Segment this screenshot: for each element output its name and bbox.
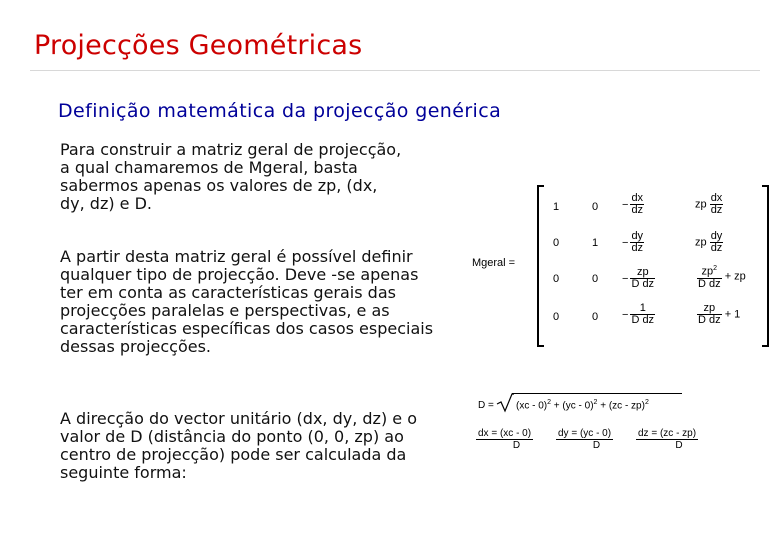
matrix-cell-r3c4 — [697, 263, 746, 290]
fraction-denominator: D dz — [631, 314, 655, 326]
fraction-1-Ddz — [630, 303, 655, 326]
exponent-2: 2 — [713, 265, 718, 272]
sqrt-overbar — [512, 393, 682, 394]
minus-sign: − — [622, 198, 629, 211]
fraction-denominator: D dz — [631, 278, 655, 290]
fraction-numerator: dx — [710, 192, 723, 204]
matrix-left-bracket — [537, 185, 544, 347]
fraction-denominator: dz — [631, 204, 644, 216]
exponent-2: 2 — [547, 399, 552, 406]
mgeral-matrix — [537, 185, 769, 345]
zp-term: zp — [695, 236, 707, 249]
fraction-numerator: dy — [631, 230, 644, 242]
fraction-zp2-Ddz — [697, 263, 722, 290]
title-divider — [30, 70, 760, 71]
matrix-cell-r2c1: 0 — [553, 237, 560, 249]
matrix-cell-r4c4 — [697, 303, 740, 326]
fraction-zp-Ddz — [630, 267, 655, 290]
dx-numerator: dx = (xc - 0) — [478, 428, 532, 439]
matrix-cell-r2c4 — [695, 231, 723, 254]
distance-and-direction-formulas — [470, 392, 730, 462]
paragraph-vector-direction: A direcção do vector unitário (dx, dy, dz) e o valor de D (distância do ponto (0, 0, zp) ao centro de projecção) pode ser calculada da seguinte forma: — [60, 409, 417, 482]
matrix-cell-r3c3 — [622, 267, 655, 290]
fraction-numerator — [697, 263, 722, 279]
matrix-cell-r1c3 — [622, 193, 644, 216]
formula-dy — [556, 428, 613, 451]
matrix-cell-r1c4 — [695, 193, 723, 216]
matrix-cell-r3c2: 0 — [592, 273, 599, 285]
fraction-dy-dz — [710, 231, 724, 254]
matrix-cell-r1c2: 0 — [592, 201, 599, 213]
formula-dz — [636, 428, 698, 451]
fraction-numerator: zp — [697, 303, 722, 315]
fraction-denominator: dz — [710, 204, 723, 216]
fraction-numerator: zp — [630, 267, 655, 279]
sqrt-icon — [496, 392, 514, 414]
plus-one-term: + 1 — [724, 308, 741, 321]
radicand-y-term: + (yc - 0) — [551, 400, 594, 412]
dy-denominator: D — [592, 440, 601, 451]
slide-title: Projecções Geométricas — [34, 30, 363, 61]
matrix-cell-r4c1: 0 — [553, 311, 560, 323]
minus-sign: − — [622, 308, 629, 321]
radicand-x-term: (xc - 0) — [516, 400, 548, 412]
zp-term: zp — [695, 198, 707, 211]
dz-numerator: dz = (zc - zp) — [638, 428, 697, 439]
fraction-dx-dz — [630, 193, 644, 216]
minus-sign: − — [622, 272, 629, 285]
minus-sign: − — [622, 236, 629, 249]
exponent-2: 2 — [593, 399, 598, 406]
radicand-z-term: + (zc - zp) — [597, 400, 645, 412]
fraction-dx-dz — [710, 193, 724, 216]
dy-numerator: dy = (yc - 0) — [558, 428, 612, 439]
matrix-cell-r3c1: 0 — [553, 273, 560, 285]
fraction-numerator: dy — [710, 230, 723, 242]
exponent-2: 2 — [644, 399, 649, 406]
dz-denominator: D — [675, 440, 683, 451]
matrix-cell-r1c1: 1 — [553, 201, 560, 213]
dx-denominator: D — [512, 440, 521, 451]
matrix-cell-r4c2: 0 — [592, 311, 599, 323]
fraction-denominator: dz — [631, 242, 644, 254]
paragraph-matrix-intro: Para construir a matriz geral de projecção, a qual chamaremos de Mgeral, basta sabermos apenas os valores de zp, (dx, dy, dz) e D. — [60, 140, 402, 213]
section-subtitle: Definição matemática da projecção genérica — [58, 100, 502, 122]
matrix-cell-r2c2: 1 — [592, 237, 599, 249]
fraction-denominator: D dz — [698, 314, 721, 326]
matrix-cell-r2c3 — [622, 231, 644, 254]
fraction-denominator: dz — [710, 242, 723, 254]
matrix-label: Mgeral = — [472, 257, 516, 269]
zp-term: zp — [701, 265, 714, 278]
fraction-zp-Ddz — [697, 303, 722, 326]
formula-D-lhs: D = — [478, 400, 494, 411]
plus-zp-term: + zp — [724, 270, 746, 283]
matrix-right-bracket — [762, 185, 769, 347]
fraction-numerator: 1 — [630, 303, 655, 315]
paragraph-projection-types: A partir desta matriz geral é possível definir qualquer tipo de projecção. Deve -se apenas ter em conta as características gerais das projecções paralelas e perspectivas, e as características específicas dos casos especiais dessas projecções. — [60, 247, 434, 356]
fraction-denominator: D dz — [698, 277, 721, 290]
fraction-dy-dz — [630, 231, 644, 254]
formula-dx — [476, 428, 533, 451]
matrix-cell-r4c3 — [622, 303, 655, 326]
formula-D-radicand — [516, 399, 649, 411]
fraction-numerator: dx — [631, 192, 644, 204]
